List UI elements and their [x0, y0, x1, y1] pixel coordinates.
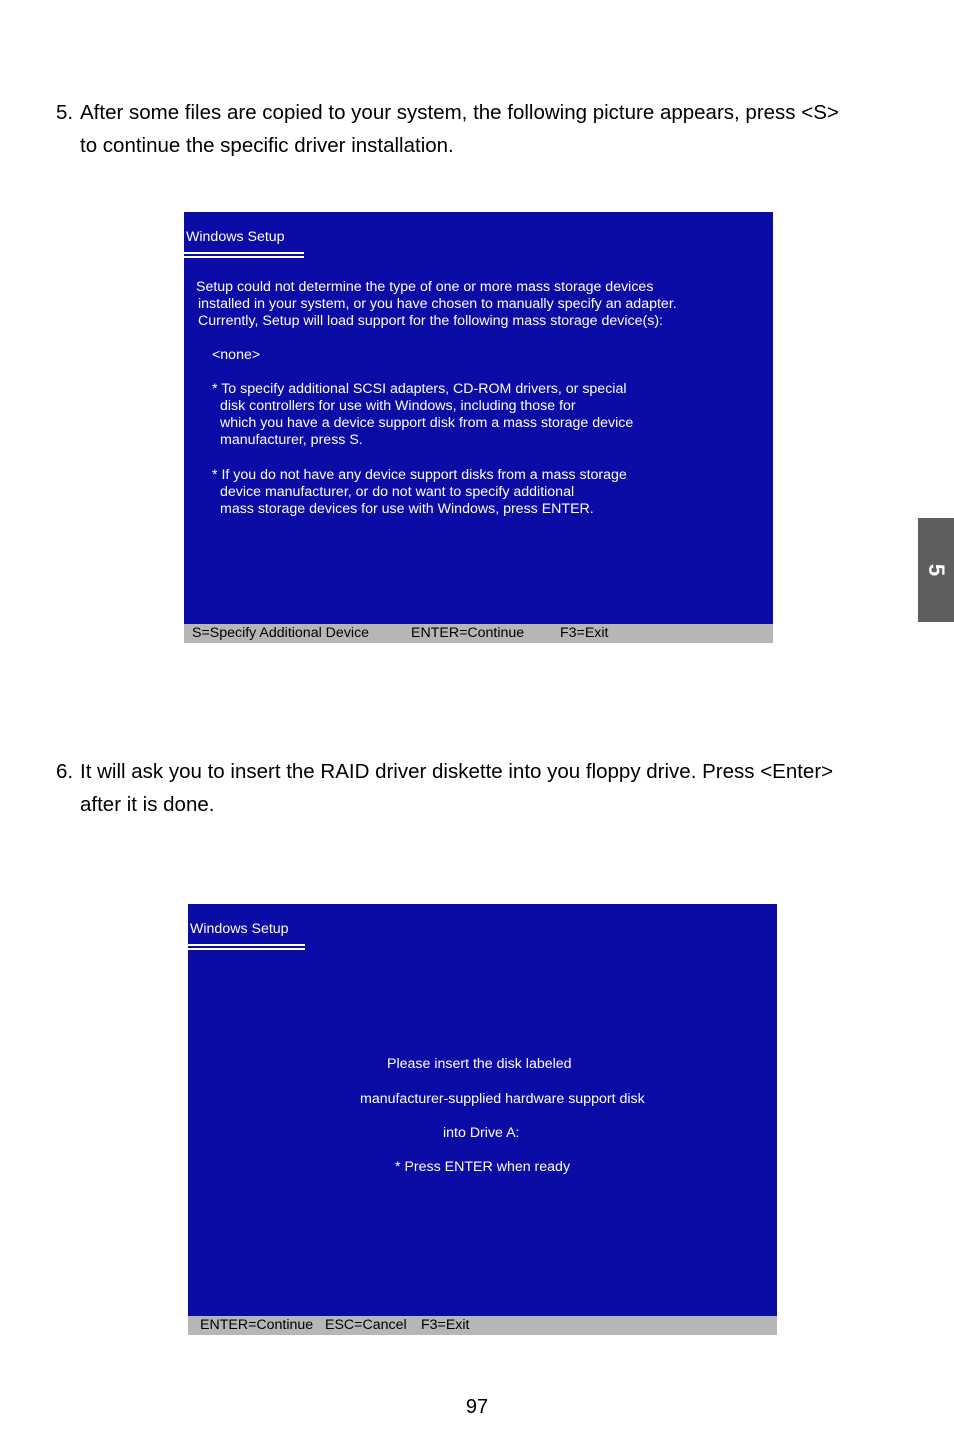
step-number: 6.: [56, 760, 74, 783]
screen-text-line: device manufacturer, or do not want to specify additional: [220, 484, 575, 500]
status-f3-exit: F3=Exit: [560, 625, 609, 641]
status-esc-cancel: ESC=Cancel: [325, 1317, 407, 1333]
screen-title: Windows Setup: [186, 229, 285, 245]
screen-text-line: Currently, Setup will load support for the following mass storage device(s):: [198, 313, 663, 329]
screen-title: Windows Setup: [190, 921, 289, 937]
status-specify-device: S=Specify Additional Device: [192, 625, 370, 641]
chapter-number: 5: [924, 563, 949, 577]
chapter-tab: [918, 518, 954, 622]
step-text-line-1: It will ask you to insert the RAID driver diskette into you floppy drive. Press <Enter>: [80, 760, 834, 783]
step-text-line-1: After some files are copied to your system, the following picture appears, press <S>: [80, 101, 839, 124]
windows-setup-screen-1: [184, 212, 773, 643]
disk-label-text: manufacturer-supplied hardware support disk: [360, 1091, 645, 1107]
status-enter-continue: ENTER=Continue: [200, 1317, 314, 1333]
press-enter-text: * Press ENTER when ready: [395, 1159, 571, 1175]
insert-disk-text: Please insert the disk labeled: [387, 1056, 572, 1072]
screen-text-line: Setup could not determine the type of one or more mass storage devices: [196, 279, 654, 295]
screen-text-line: which you have a device support disk from a mass storage device: [220, 415, 634, 431]
screen-text-line: * If you do not have any device support disks from a mass storage: [212, 467, 627, 483]
status-bar: [188, 1316, 777, 1335]
windows-setup-screen-2: [188, 904, 777, 1335]
title-underline: [188, 948, 305, 950]
step-6-instruction: [56, 755, 916, 821]
screen-text-line: mass storage devices for use with Windows, press ENTER.: [220, 501, 594, 517]
title-underline: [188, 944, 305, 946]
title-underline: [184, 256, 304, 258]
status-f3-exit: F3=Exit: [421, 1317, 470, 1333]
screen-text-line: manufacturer, press S.: [220, 432, 363, 448]
screen-text-line: installed in your system, or you have chosen to manually specify an adapter.: [198, 296, 677, 312]
screen-text-line: disk controllers for use with Windows, including those for: [220, 398, 576, 414]
drive-text: into Drive A:: [443, 1125, 520, 1141]
step-text-line-2: to continue the specific driver installation.: [80, 134, 454, 157]
screen-text-line: * To specify additional SCSI adapters, CD-ROM drivers, or special: [212, 381, 627, 397]
title-underline: [184, 252, 304, 254]
status-enter-continue: ENTER=Continue: [411, 625, 525, 641]
status-bar: [184, 624, 773, 643]
step-number: 5.: [56, 101, 74, 124]
page-number: 97: [465, 1396, 489, 1418]
step-5-instruction: [56, 96, 916, 162]
device-list-none: <none>: [212, 347, 261, 363]
step-text-line-2: after it is done.: [80, 793, 215, 816]
